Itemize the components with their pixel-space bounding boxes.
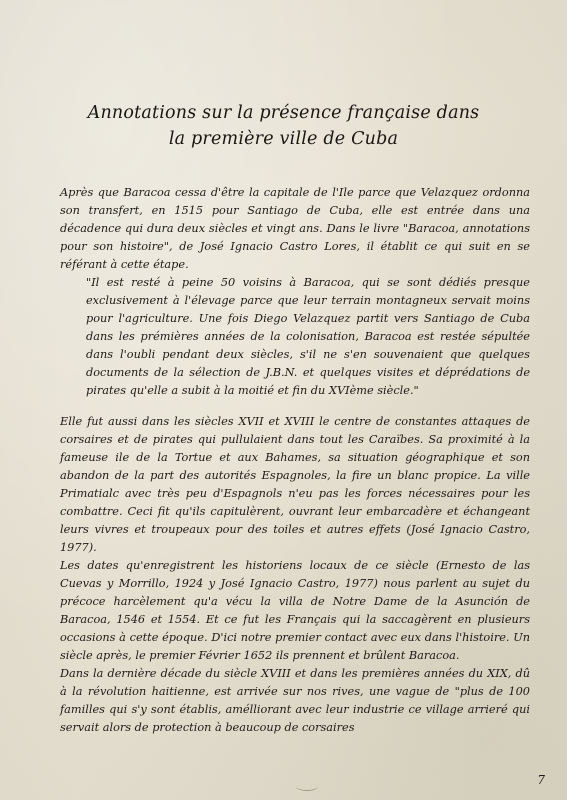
paragraph-quote: "Il est resté à peine 50 voisins à Baracoa, qui se sont dédiés presque exclusivement à l'élevage parce que leur terrain montagneux servait moins pour l'agriculture. Une fois Diego Velazquez partit vers Santiago de Cuba dans les prémières années de la colonisation, Baracoa est restée sépultée dans l'oubli pendant deux siècles, s'il ne s'en souvenaient que quelques documents de la sélection de J.B.N. et quelques visites et déprédations de pirates qu'elle a subit à la moitié et fin du XVIème siècle." <box>86 276 530 397</box>
body-text <box>60 184 530 737</box>
decorative-flourish <box>296 782 318 791</box>
paragraph-corsaires: Elle fut aussi dans les siècles XVII et XVIII le centre de constantes attaques de corsaires et de pirates qui pullulaient dans tout les Caraïbes. Sa proximité à la fameuse ile de la Tortue et aux Bahames, sa situation géographique et son abandon de la part des autorités Espagnoles, la fire un blanc propice. La ville Primatialc avec très peu d'Espagnols n'eu pas les forces nécessaires pour les combattre. Ceci fit qu'ils capitulèrent, ouvrant leur embarcadère et échangeant leurs vivres et troupeaux pour des toiles et autres effets (José Ignacio Castro, 1977). <box>60 415 530 554</box>
page-title <box>60 100 507 152</box>
title-line-2: la première ville de Cuba <box>168 129 399 149</box>
title-line-1: Annotations sur la présence française dans <box>87 103 480 123</box>
paragraph-intro: Après que Baracoa cessa d'être la capitale de l'Ile parce que Velazquez ordonna son transfert, en 1515 pour Santiago de Cuba, elle est entrée dans una décadence qui dura deux siècles et vingt ans. Dans le livre "Baracoa, annotations pour son histoire", de José Ignacio Castro Lores, il établit ce qui suit en se référant à cette étape. <box>60 186 530 271</box>
paragraph-revolution: Dans la dernière décade du siècle XVIII et dans les premières années du XIX, dû à la révolution haitienne, est arrivée sur nos rives, une vague de "plus de 100 familles qui s'y sont établis, amélliorant avec leur industrie ce village arrieré qui servait alors de protection à beaucoup de corsaires <box>60 667 530 734</box>
paragraph-dates: Les dates qu'enregistrent les historiens locaux de ce siècle (Ernesto de las Cuevas y Morrillo, 1924 y José Ignacio Castro, 1977) nous parlent au sujet du précoce harcèlement qu'a vécu la villa de Notre Dame de la Asunción de Baracoa, 1546 et 1554. Et ce fut les Français qui la saccagèrent en plusieurs occasions à cette époque. D'ici notre premier contact avec eux dans l'histoire. Un siècle après, le premier Février 1652 ils prennent et brûlent Baracoa. <box>60 559 530 662</box>
page-number: 7 <box>537 773 545 787</box>
